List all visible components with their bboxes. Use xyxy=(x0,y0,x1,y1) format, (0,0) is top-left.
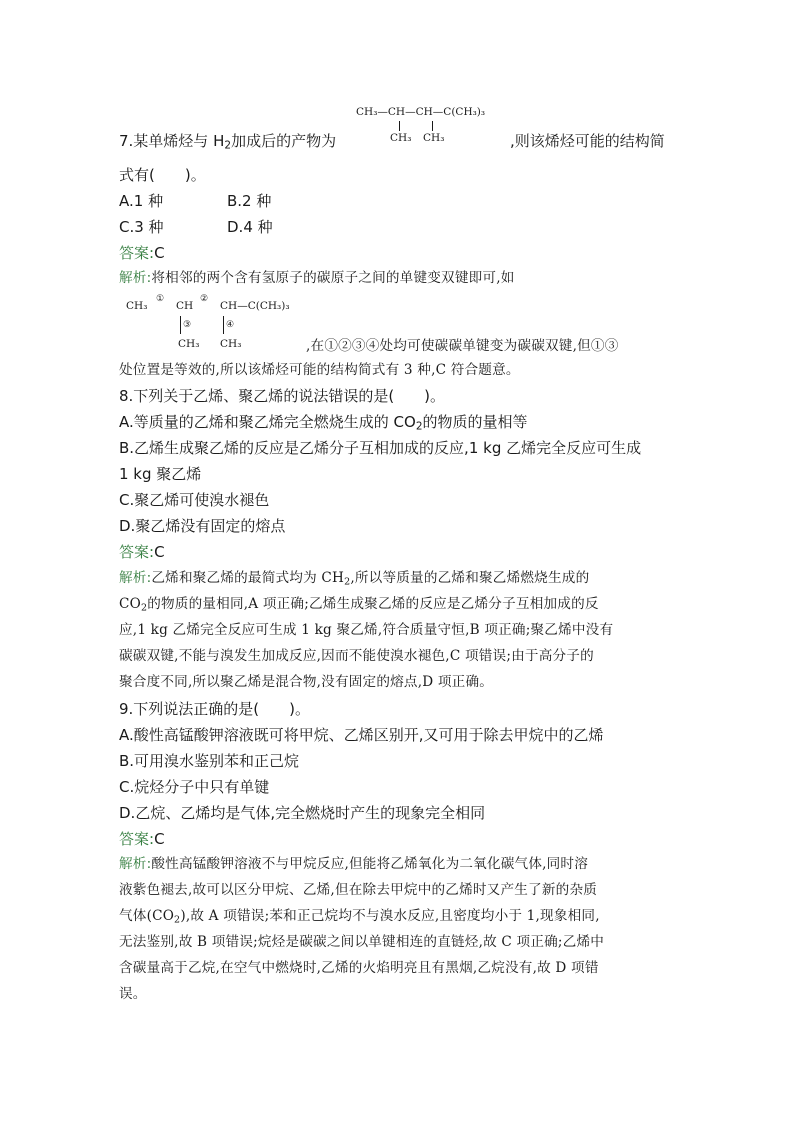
q8-explanation-line-4: 碳碳双键,不能与溴发生加成反应,因而不能使溴水褪色,C 项错误;由于高分子的 xyxy=(119,648,594,664)
q9-option-a: A.酸性高锰酸钾溶液既可将甲烷、乙烯区别开,又可用于除去甲烷中的乙烯 xyxy=(119,726,604,744)
q7-formula-branch-1: CH₃ xyxy=(390,132,412,144)
q7-option-d: D.4 种 xyxy=(227,218,273,236)
q9-option-b: B.可用溴水鉴别苯和正己烷 xyxy=(119,752,300,770)
q9-answer: 答案:C xyxy=(119,830,165,848)
q8-option-d: D.聚乙烯没有固定的熔点 xyxy=(119,517,286,535)
q8-option-b-line-2: 1 kg 聚乙烯 xyxy=(119,465,202,483)
q9-option-d: D.乙烷、乙烯均是气体,完全燃烧时产生的现象完全相同 xyxy=(119,804,486,822)
q7-answer: 答案:C xyxy=(119,244,165,262)
q8-answer: 答案:C xyxy=(119,543,165,561)
q8-explanation-line-3: 应,1 kg 乙烯完全反应可生成 1 kg 聚乙烯,符合质量守恒,B 项正确;聚乙烯中没有 xyxy=(119,622,614,638)
q7-explanation-line-1: 解析:将相邻的两个含有氢原子的碳原子之间的单键变双键即可,如 xyxy=(119,270,515,286)
q8-option-b-line-1: B.乙烯生成聚乙烯的反应是乙烯分子互相加成的反应,1 kg 乙烯完全反应可生成 xyxy=(119,439,642,457)
q9-explanation-line-5: 含碳量高于乙烷,在空气中燃烧时,乙烯的火焰明亮且有黑烟,乙烷没有,故 D 项错 xyxy=(119,960,599,976)
q9-explanation-line-2: 液紫色褪去,故可以区分甲烷、乙烯,但在除去甲烷中的乙烯时又产生了新的杂质 xyxy=(119,882,598,898)
q8-option-c: C.聚乙烯可使溴水褪色 xyxy=(119,491,270,509)
q7-formula-branch-2: CH₃ xyxy=(423,132,445,144)
q8-explanation-line-1: 解析:乙烯和聚乙烯的最简式均为 $CH_2$,所以等质量的乙烯和聚乙烯燃烧生成的 xyxy=(119,570,590,588)
q7-option-a: A.1 种 xyxy=(119,192,164,210)
q7-explanation-line-3: 处位置是等效的,所以该烯烃可能的结构简式有 3 种,C 符合题意。 xyxy=(119,362,520,378)
q7-numbered-formula: CH₃ ① CH ② CH—C(CH₃)₃ ③ ④ CH₃ CH₃ xyxy=(126,294,290,350)
q9-explanation-line-6: 误。 xyxy=(119,986,147,1002)
q7-option-b: B.2 种 xyxy=(227,192,272,210)
q8-explanation-line-5: 聚合度不同,所以聚乙烯是混合物,没有固定的熔点,D 项正确。 xyxy=(119,674,494,690)
q8-stem: 8.下列关于乙烯、聚乙烯的说法错误的是( )。 xyxy=(119,387,446,405)
q7-stem-line-1: 7.某单烯烃与 $H_2$加成后的产物为 xyxy=(119,132,337,152)
q7-option-c: C.3 种 xyxy=(119,218,164,236)
q7-formula-main: CH₃—CH—CH—C(CH₃)₃ xyxy=(356,106,486,118)
q9-explanation-line-4: 无法鉴别,故 B 项错误;烷烃是碳碳之间以单键相连的直链烃,故 C 项正确;乙烯中 xyxy=(119,934,605,950)
q7-stem-line-2: 式有( )。 xyxy=(119,166,206,184)
q8-option-a: A.等质量的乙烯和聚乙烯完全燃烧生成的 $CO_2$的物质的量相等 xyxy=(119,413,528,433)
q9-explanation-line-1: 解析:酸性高锰酸钾溶液不与甲烷反应,但能将乙烯氧化为二氧化碳气体,同时溶 xyxy=(119,856,589,872)
q8-explanation-line-2: $CO_2$的物质的量相同,A 项正确;乙烯生成聚乙烯的反应是乙烯分子互相加成的反 xyxy=(119,596,599,614)
q9-stem: 9.下列说法正确的是( )。 xyxy=(119,700,311,718)
q7-stem-line-1-end: ,则该烯烃可能的结构简 xyxy=(510,132,665,150)
q9-option-c: C.烷烃分子中只有单键 xyxy=(119,778,270,796)
q9-explanation-line-3: 气体$(CO_2)$,故 A 项错误;苯和正己烷均不与溴水反应,且密度均小于 1,现象相同, xyxy=(119,908,600,926)
q7-explanation-line-2: ,在①②③④处均可使碳碳单键变为碳碳双键,但①③ xyxy=(306,338,619,354)
